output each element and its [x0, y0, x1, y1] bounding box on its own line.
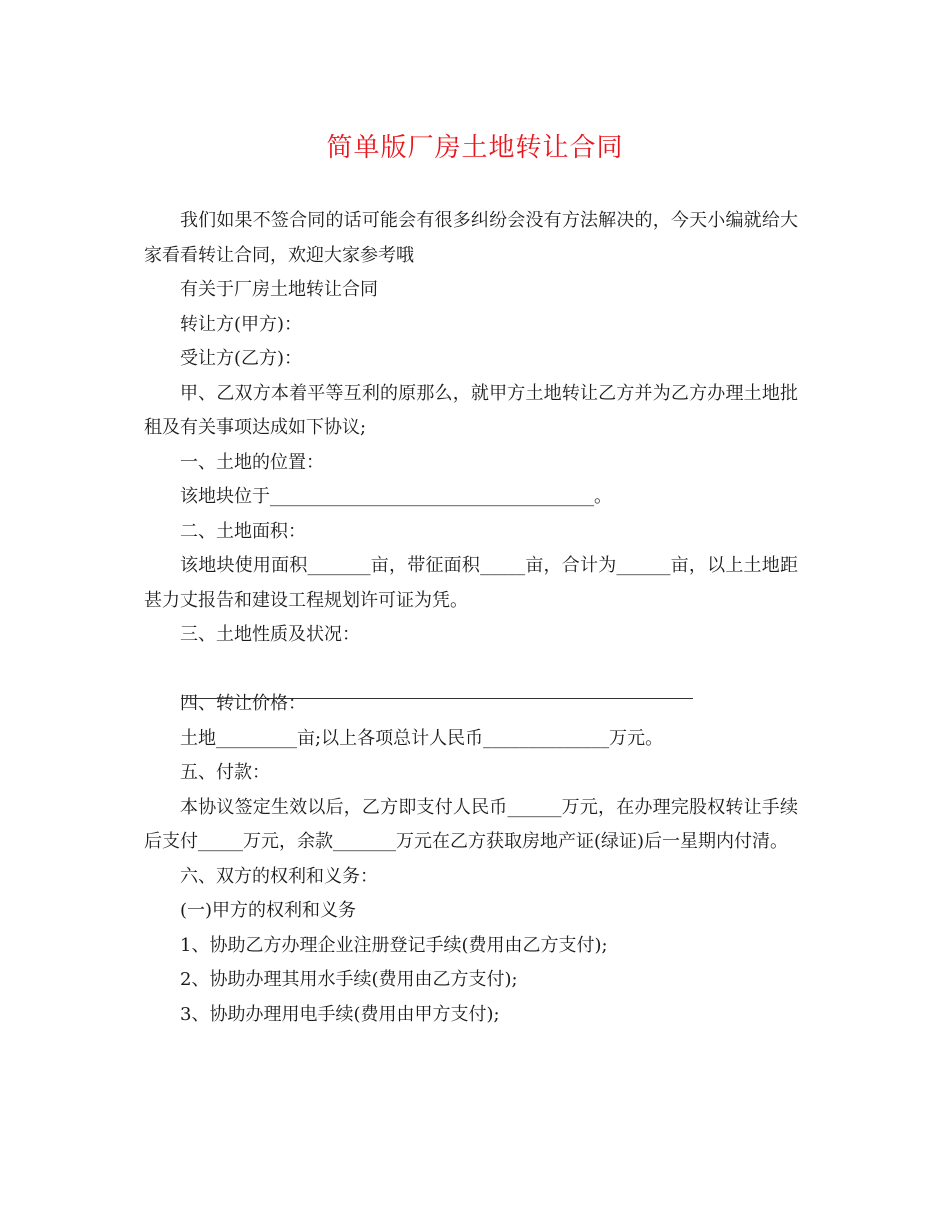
party-a-rights-heading: (一)甲方的权利和义务	[180, 900, 357, 921]
section-heading-payment: 五、付款：	[180, 762, 270, 783]
section-heading-location: 一、土地的位置：	[180, 451, 324, 473]
list-item: 2、协助办理其用水手续(费用由乙方支付);	[180, 969, 518, 990]
area-paragraph: 该地块使用面积_______亩，带征面积_____亩，合计为______亩，以上土地距甚力丈报告和建设工程规划许可证为凭。	[144, 555, 798, 611]
document-title: 简单版厂房土地转让合同	[326, 133, 624, 163]
section-heading-rights: 六、双方的权利和义务：	[180, 865, 378, 887]
section-heading-price: 四、转让价格：	[180, 693, 306, 714]
document-body	[144, 204, 798, 1032]
preamble-paragraph: 甲、乙双方本着平等互利的原那么，就甲方土地转让乙方并为乙方办理土地批租及有关事项达成如下协议;	[144, 382, 798, 438]
transferee-line: 受让方(乙方)：	[180, 348, 303, 369]
list-item: 3、协助办理用电手续(费用由甲方支付);	[180, 1003, 500, 1025]
contract-heading: 有关于厂房土地转让合同	[180, 279, 378, 300]
fill-in-underline	[181, 698, 693, 699]
list-item: 1、协助乙方办理企业注册登记手续(费用由乙方支付);	[180, 934, 608, 956]
intro-paragraph: 我们如果不签合同的话可能会有很多纠纷会没有方法解决的，今天小编就给大家看看转让合同，欢迎大家参考哦	[144, 210, 798, 266]
section-heading-nature: 三、土地性质及状况：	[180, 624, 360, 645]
price-line: 土地_________亩;以上各项总计人民币______________万元。	[180, 727, 664, 749]
section-heading-area: 二、土地面积：	[180, 520, 306, 542]
payment-paragraph: 本协议签定生效以后，乙方即支付人民币______万元，在办理完股权转让手续后支付_____万元，余款_______万元在乙方获取房地产证(绿证)后一星期内付清。	[144, 796, 798, 852]
nature-blank-line	[144, 653, 798, 688]
transferor-line: 转让方(甲方)：	[180, 313, 303, 335]
location-line: 该地块位于____________________________________。	[180, 486, 612, 507]
